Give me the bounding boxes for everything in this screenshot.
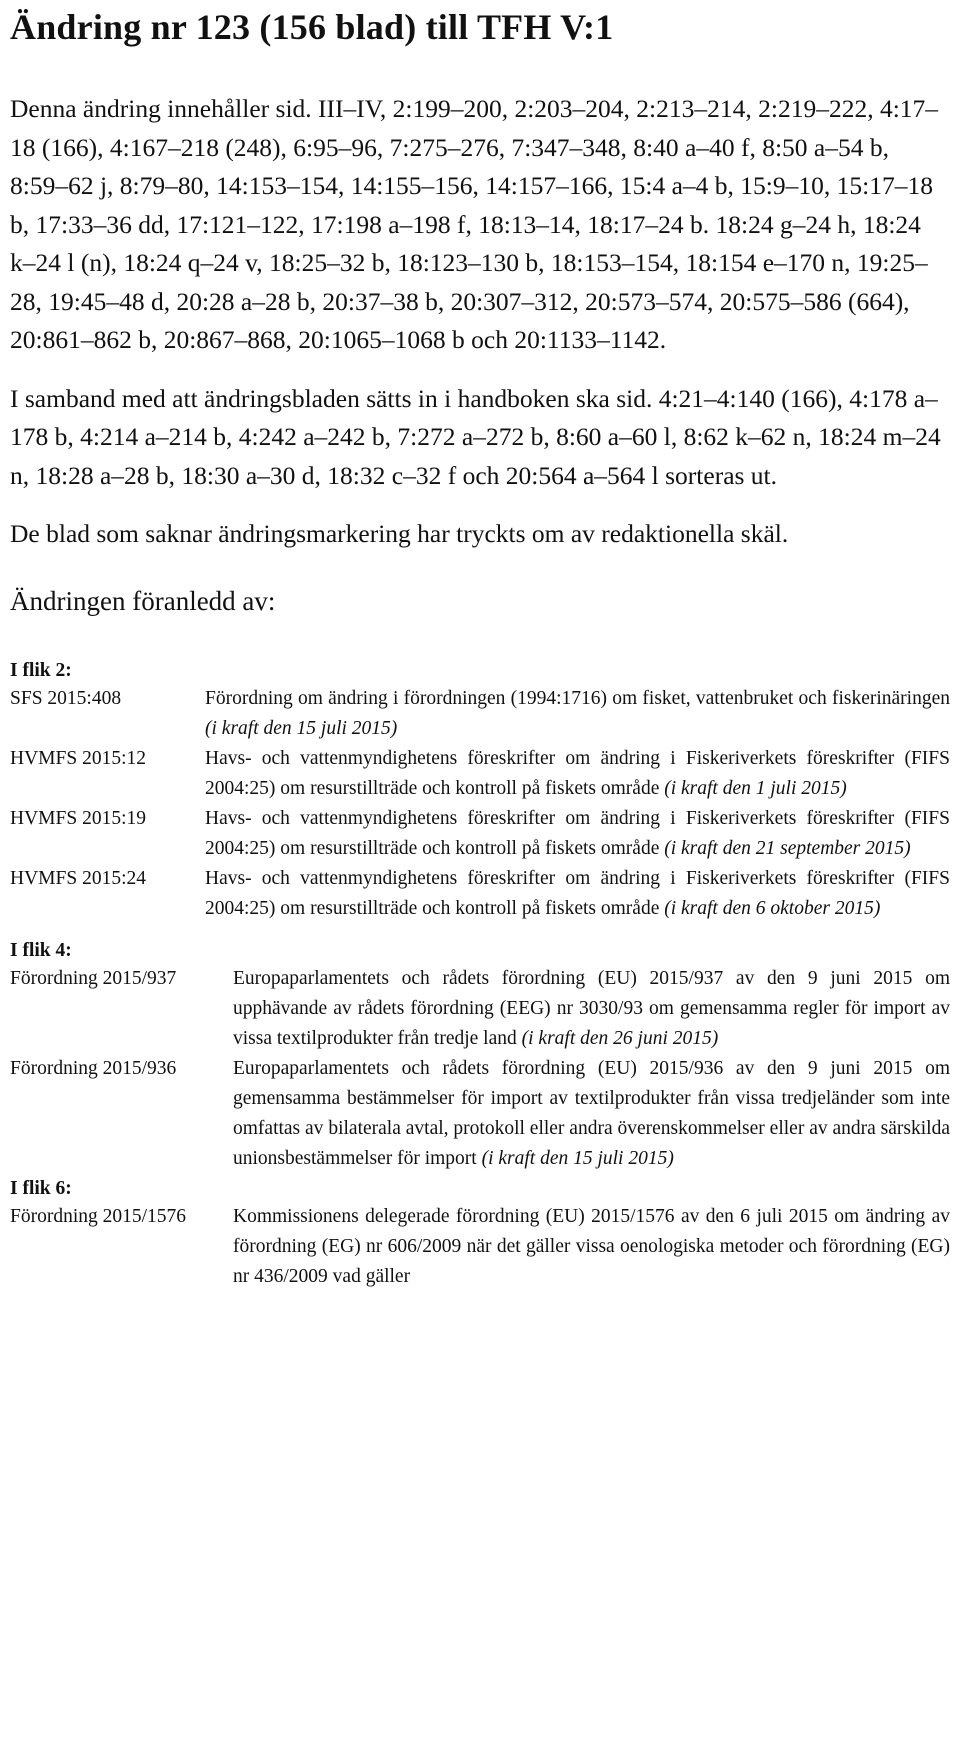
regulation-entry	[10, 804, 950, 864]
effective-date: (i kraft den 15 juli 2015)	[205, 717, 398, 739]
regulation-text: Kommissionens delegerade förordning (EU) 2015/1576 av den 6 juli 2015 om ändring av förordning (EG) nr 606/2009 när det gäller vissa oenologiska metoder och förordning (EG) nr 436/2009 vad gäller	[233, 1205, 950, 1287]
regulation-ref: HVMFS 2015:24	[10, 867, 146, 889]
regulation-description	[205, 804, 950, 864]
flik-6-list	[10, 1202, 950, 1292]
editorial-note-paragraph: De blad som saknar ändringsmarkering har tryckts om av redaktionella skäl.	[10, 519, 789, 548]
regulation-ref: Förordning 2015/936	[10, 1057, 177, 1079]
regulation-text: Förordning om ändring i förordningen (1994:1716) om fisket, vattenbruket och fiskerinäringen	[205, 687, 950, 709]
regulation-entry	[10, 744, 950, 804]
flik-4-list	[10, 964, 950, 1174]
regulation-text: Havs- och vattenmyndighetens föreskrifter om ändring i Fiskeriverkets föreskrifter (FIFS 2004:25) om resurstillträde och kontroll på fiskets område	[205, 807, 950, 859]
regulation-description	[233, 1054, 950, 1174]
regulation-description	[233, 964, 950, 1054]
effective-date: (i kraft den 26 juni 2015)	[521, 1027, 719, 1049]
flik-2-list	[10, 684, 950, 924]
regulation-text: Europaparlamentets och rådets förordning (EU) 2015/937 av den 9 juni 2015 om upphävande av rådets förordning (EEG) nr 3030/93 om gemensamma regler för import av vissa textilprodukter från tredje land	[233, 967, 950, 1049]
effective-date: (i kraft den 1 juli 2015)	[664, 777, 847, 799]
effective-date: (i kraft den 21 september 2015)	[664, 837, 911, 859]
regulation-description	[233, 1202, 950, 1292]
regulation-text: Europaparlamentets och rådets förordning (EU) 2015/936 av den 9 juni 2015 om gemensamma bestämmelser för import av textilprodukter från vissa tredjeländer som inte omfattas av bilaterala avtal, protokoll eller andra överenskommelser eller av andra särskilda unionsbestämmelser för import	[233, 1057, 950, 1169]
regulation-ref: Förordning 2015/937	[10, 967, 177, 989]
regulation-description	[205, 744, 950, 804]
regulation-ref: HVMFS 2015:19	[10, 807, 146, 829]
regulation-description	[205, 684, 950, 744]
regulation-entry	[10, 964, 950, 1054]
effective-date: (i kraft den 6 oktober 2015)	[664, 897, 881, 919]
sorting-paragraph: I samband med att ändringsbladen sätts in i handboken ska sid. 4:21–4:140 (166), 4:178 a–178 b, 4:214 a–214 b, 4:242 a–242 b, 7:272 a–272 b, 8:60 a–60 l, 8:62 k–62 n, 18:24 m–24 n, 18:28 a–28 b, 18:30 a–30 d, 18:32 c–32 f och 20:564 a–564 l sorteras ut.	[10, 383, 941, 490]
effective-date: (i kraft den 15 juli 2015)	[481, 1147, 674, 1169]
regulation-entry	[10, 864, 950, 924]
regulation-text: Havs- och vattenmyndighetens föreskrifter om ändring i Fiskeriverkets föreskrifter (FIFS 2004:25) om resurstillträde och kontroll på fiskets område	[205, 867, 950, 919]
regulation-entry	[10, 1054, 950, 1174]
regulation-entry	[10, 1202, 950, 1292]
page-title: Ändring nr 123 (156 blad) till TFH V:1	[10, 7, 614, 47]
regulation-entry	[10, 684, 950, 744]
regulation-text: Havs- och vattenmyndighetens föreskrifter om ändring i Fiskeriverkets föreskrifter (FIFS 2004:25) om resurstillträde och kontroll på fiskets område	[205, 747, 950, 799]
regulation-ref: SFS 2015:408	[10, 687, 122, 709]
flik-2-heading: I flik 2:	[10, 659, 72, 681]
document-page	[0, 6, 960, 1764]
regulation-ref: HVMFS 2015:12	[10, 747, 146, 769]
regulation-ref: Förordning 2015/1576	[10, 1205, 187, 1227]
regulation-description	[205, 864, 950, 924]
cause-heading: Ändringen föranledd av:	[10, 585, 276, 616]
contents-paragraph: Denna ändring innehåller sid. III–IV, 2:199–200, 2:203–204, 2:213–214, 2:219–222, 4:17–18 (166), 4:167–218 (248), 6:95–96, 7:275–276, 7:347–348, 8:40 a–40 f, 8:50 a–54 b, 8:59–62 j, 8:79–80, 14:153–154, 14:155–156, 14:157–166, 15:4 a–4 b, 15:9–10, 15:17–18 b, 17:33–36 dd, 17:121–122, 17:198 a–198 f, 18:13–14, 18:17–24 b. 18:24 g–24 h, 18:24 k–24 l (n), 18:24 q–24 v, 18:25–32 b, 18:123–130 b, 18:153–154, 18:154 e–170 n, 19:25–28, 19:45–48 d, 20:28 a–28 b, 20:37–38 b, 20:307–312, 20:573–574, 20:575–586 (664), 20:861–862 b, 20:867–868, 20:1065–1068 b och 20:1133–1142.	[10, 94, 939, 354]
flik-4-heading: I flik 4:	[10, 939, 72, 961]
flik-6-heading: I flik 6:	[10, 1177, 72, 1199]
